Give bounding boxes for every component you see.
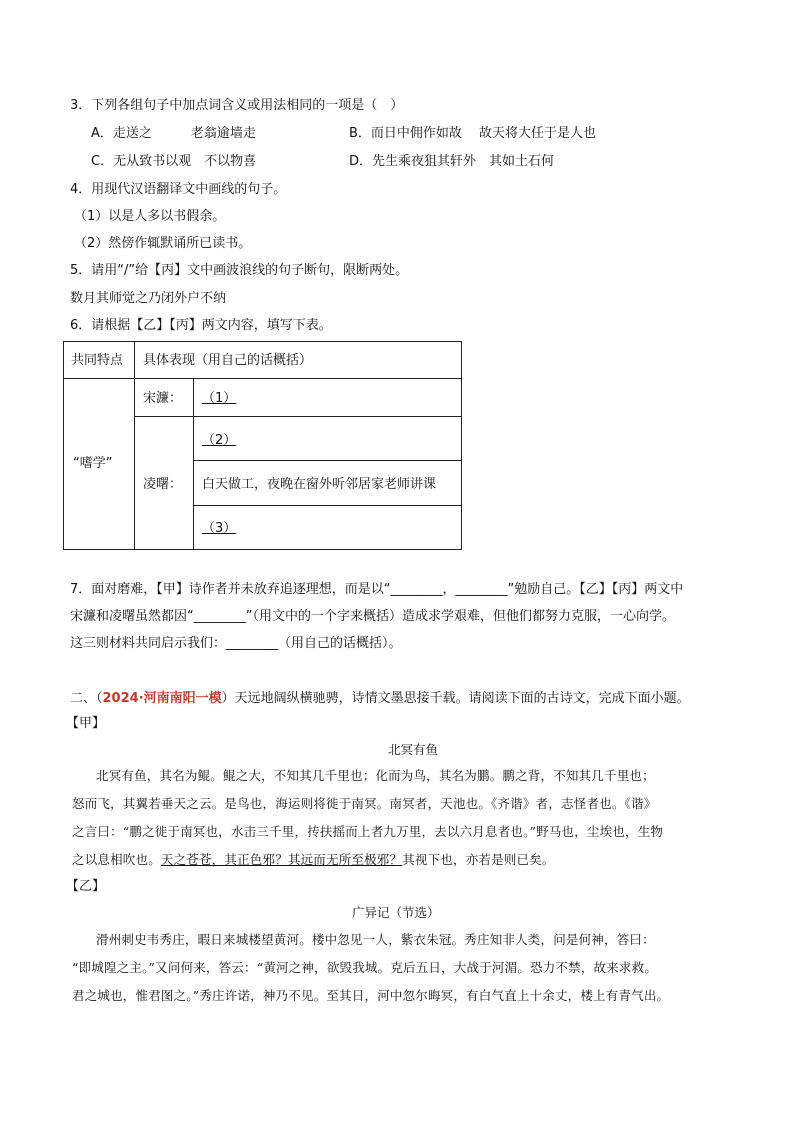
yi-line-1: 滑州刺史韦秀庄，暇日来城楼望黄河。楼中忽见一人，紫衣朱冠。秀庄知非人类，问是何神，答曰： <box>96 932 655 947</box>
table-row3-text: 白天做工，夜晚在窗外听邻居家老师讲课 <box>202 477 437 492</box>
table-person-songlian: 宋濂： <box>143 391 183 406</box>
table-trait-value: “嗜学” <box>73 456 113 471</box>
yi-line-3: 君之城也，惟君图之。”秀庄许诺，神乃不见。至其日，河中忽尔晦冥，有白气直上十余丈，楼上有青气出。 <box>72 988 670 1003</box>
jia-line-4 <box>72 850 555 868</box>
q5-sentence: 数月其师觉之乃闭外户不纳 <box>70 291 227 306</box>
jia-line-1: 北冥有鱼，其名为鲲。鲲之大，不知其几千里也；化而为鸟，其名为鹏。鹏之背，不知其几千里也； <box>96 768 655 783</box>
title-yi: 广异记（节选） <box>352 905 440 920</box>
jia-line-4-start: 之以息相吹也。 <box>72 852 161 867</box>
q4-item-2: （2）然傍作辄默诵所已读书。 <box>74 236 252 251</box>
q4-stem: 4．用现代汉语翻译文中画线的句子。 <box>70 182 287 197</box>
q3-option-b: B．而日中佣作如故 故天将大任于是人也 <box>349 126 597 141</box>
q4-item-1: （1）以是人多以书假余。 <box>74 209 226 224</box>
section2-source: 2024·河南南阳一模 <box>102 691 222 706</box>
jia-line-4-end: 其视下也，亦若是则已矣。 <box>402 852 555 867</box>
title-jia: 北冥有鱼 <box>388 742 439 757</box>
q7-line-1: 7．面对磨难，【甲】诗作者并未放弃追逐理想，而是以“________，________”勉励自己。【乙】【丙】两文中 <box>70 582 684 597</box>
q3-option-d: D．先生乘夜狙其轩外 其如土石何 <box>349 154 555 169</box>
q7-line-3: 这三则材料共同启示我们：________（用自己的话概括）。 <box>70 636 402 651</box>
table-person-lingshu: 凌曙： <box>143 477 183 492</box>
table-blank-1: （1） <box>202 391 237 406</box>
table-blank-3: （3） <box>202 521 237 536</box>
table-header-trait: 共同特点 <box>71 353 124 368</box>
label-yi: 【乙】 <box>66 879 106 894</box>
jia-line-2: 怒而飞，其翼若垂天之云。是鸟也，海运则将徙于南冥。南冥者，天池也。《齐谐》者，志怪者也。《谐》 <box>72 796 657 811</box>
jia-line-3: 之言曰：“鹏之徙于南冥也，水击三千里，抟扶摇而上者九万里，去以六月息者也。”野马也，尘埃也，生物 <box>72 824 664 839</box>
section2-heading <box>70 687 690 706</box>
q6-stem: 6．请根据【乙】【丙】两文内容，填写下表。 <box>70 318 332 333</box>
table-header-performance: 具体表现（用自己的话概括） <box>143 353 313 368</box>
answer-table <box>63 341 462 550</box>
q3-option-c: C．无从致书以观 不以物喜 <box>91 154 257 169</box>
table-blank-2: （2） <box>202 433 237 448</box>
section2-instruction: ）天远地阔纵横驰骋，诗情文墨思接千载。请阅读下面的古诗文，完成下面小题。 <box>221 691 690 706</box>
section2-prefix: 二、（ <box>70 691 103 706</box>
q7-line-2: 宋濂和凌曙虽然都因“________”（用文中的一个字来概括）造成求学艰难，但他们都努力克服，一心向学。 <box>70 609 675 624</box>
label-jia: 【甲】 <box>66 716 106 731</box>
q3-option-a: A．走送之 老翁逾墙走 <box>91 126 256 141</box>
q3-stem: 3．下列各组句子中加点词含义或用法相同的一项是（ ） <box>70 98 404 113</box>
jia-underlined-sentence: 天之苍苍，其正色邪？其远而无所至极邪？ <box>160 852 403 867</box>
yi-line-2: “即城隍之主。”又问何来，答云：“黄河之神，欲毁我城。克后五日，大战于河湄。恐力不禁，故来求救。 <box>72 960 658 975</box>
q5-stem: 5．请用“/”给【丙】文中画波浪线的句子断句，限断两处。 <box>70 263 409 278</box>
